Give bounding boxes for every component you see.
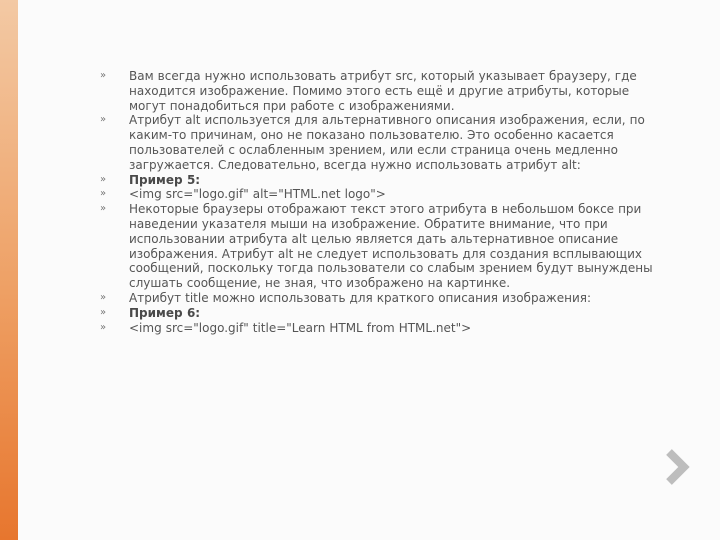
code-example: <img src="logo.gif" alt="HTML.net logo"> (129, 187, 386, 202)
list-item-title (100, 291, 660, 306)
list-item-code-5 (100, 187, 660, 202)
list-item-alt (100, 113, 660, 172)
bullet-list (100, 69, 660, 335)
list-item-src (100, 69, 660, 113)
bullet-marker: » (100, 203, 107, 215)
list-item-text: Вам всегда нужно использовать атрибут src, который указывает браузеру, где находится изображение. Помимо этого есть ещё и другие атрибуты, которые могут понадобиться при работе с изображениями. (129, 69, 637, 113)
bullet-marker: » (100, 70, 107, 81)
chevron-right-icon[interactable] (660, 447, 692, 487)
slide-body (100, 69, 660, 335)
list-item-code-6 (100, 321, 660, 336)
bullet-marker: » (100, 321, 107, 333)
list-item-text: Атрибут title можно использовать для краткого описания изображения: (129, 290, 592, 305)
list-item-text: Некоторые браузеры отображают текст этого атрибута в небольшом боксе при наведении указателя мыши на изображение. Обратите внимание, что при использовании атрибута alt целью является дать альтернативное описание изображения. Атрибут alt не следует использовать для создания всплывающих сообщений, поскольку тогда пользователи со слабым зрением будут вынуждены слушать сообщение, не зная, что изображено на картинке. (129, 202, 653, 291)
accent-bar (0, 0, 18, 540)
list-item-text: Атрибут alt используется для альтернативного описания изображения, если, по каким-то причинам, оно не показано пользователю. Это особенно касается пользователей с ослабленным зрением, или если страница очень медленно загружается. Следовательно, всегда нужно использовать атрибут alt: (129, 113, 645, 172)
bullet-marker: » (100, 291, 107, 303)
bullet-marker: » (100, 173, 107, 185)
list-item-example-5 (100, 173, 660, 188)
list-item-browsers (100, 202, 660, 291)
bullet-marker: » (100, 306, 107, 318)
example-heading: Пример 5: (129, 172, 201, 187)
code-example: <img src="logo.gif" title="Learn HTML from HTML.net"> (129, 320, 472, 335)
bullet-marker: » (100, 114, 107, 126)
bullet-marker: » (100, 188, 107, 200)
example-heading: Пример 6: (129, 305, 201, 320)
list-item-example-6 (100, 306, 660, 321)
